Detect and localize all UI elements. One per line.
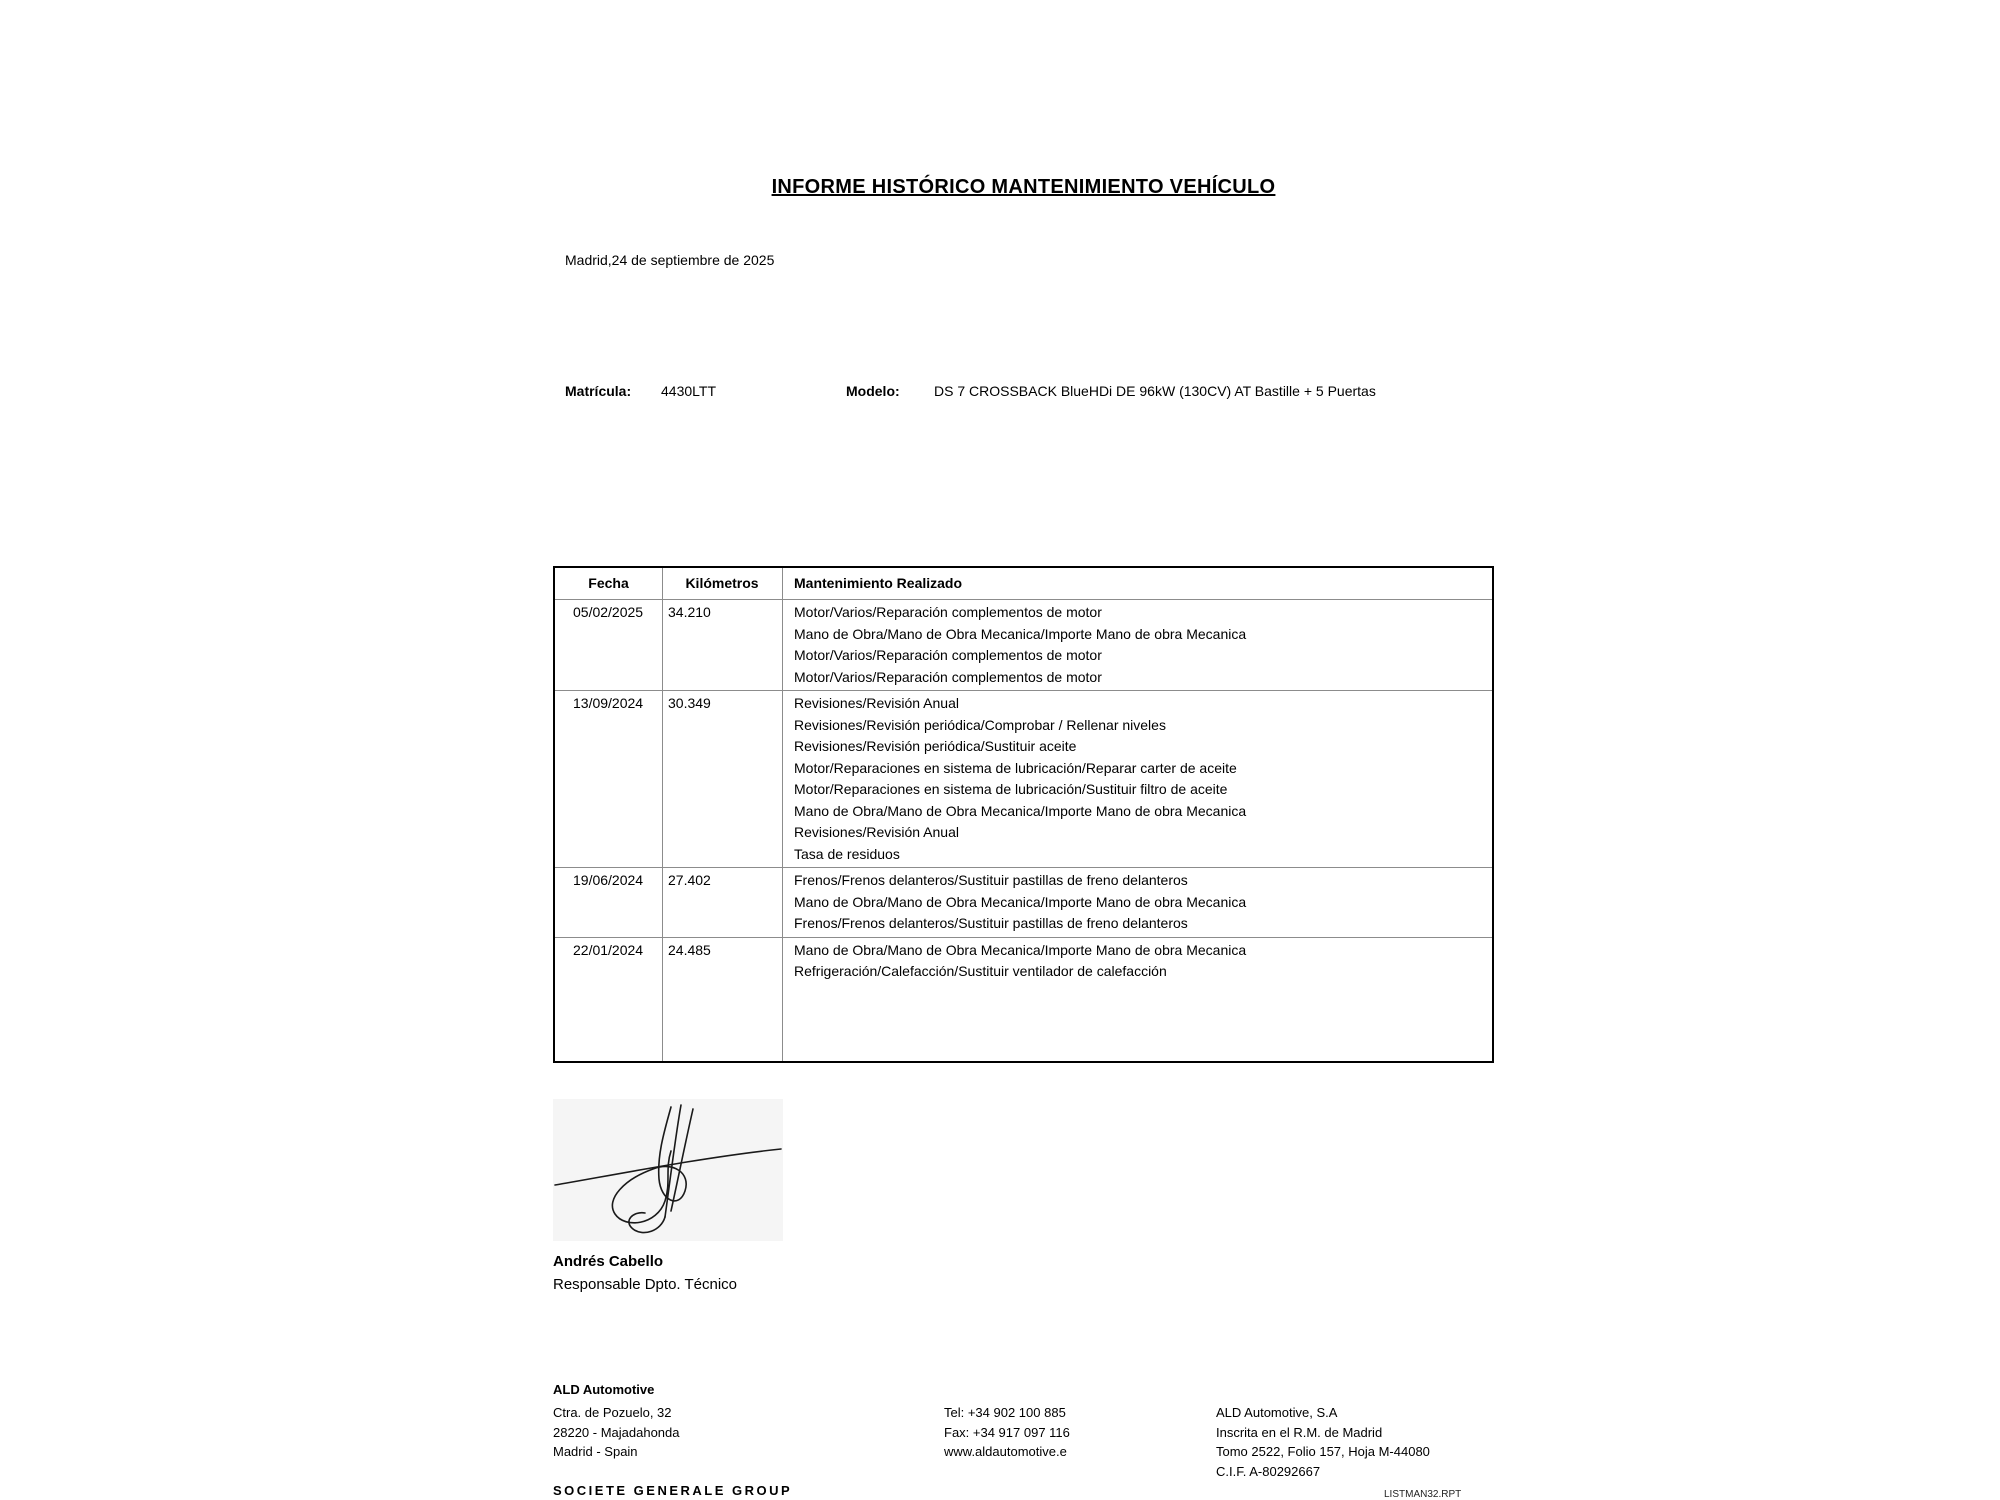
maintenance-item: Motor/Reparaciones en sistema de lubricación/Reparar carter de aceite [794, 759, 1237, 776]
maintenance-item: Motor/Varios/Reparación complementos de motor [794, 604, 1102, 620]
footer-legal-line: Tomo 2522, Folio 157, Hoja M-44080 [1216, 1444, 1430, 1459]
table-row [555, 868, 1492, 938]
signer-role: Responsable Dpto. Técnico [553, 1276, 737, 1293]
row-fecha: 19/06/2024 [573, 872, 644, 888]
modelo-value: DS 7 CROSSBACK BlueHDi DE 96kW (130CV) AT Bastille + 5 Puertas [934, 383, 1376, 399]
maintenance-item: Motor/Varios/Reparación complementos de motor [794, 668, 1102, 685]
row-kilometros: 30.349 [668, 695, 711, 711]
header-fecha: Fecha [588, 575, 629, 591]
maintenance-rows [555, 600, 1492, 985]
footer-company-name: ALD Automotive [553, 1382, 655, 1397]
footer-phone: Tel: +34 902 100 885 [944, 1405, 1066, 1420]
footer-address-line: 28220 - Majadahonda [553, 1424, 680, 1440]
signature-image [553, 1099, 783, 1241]
footer-website: www.aldautomotive.e [944, 1444, 1067, 1459]
maintenance-item: Mano de Obra/Mano de Obra Mecanica/Importe Mano de obra Mecanica [794, 625, 1247, 642]
maintenance-item: Tasa de residuos [794, 845, 900, 862]
date-line: Madrid,24 de septiembre de 2025 [565, 252, 775, 268]
maintenance-table [553, 566, 1494, 1063]
row-maintenance-items [782, 600, 1492, 690]
signature-scribble [553, 1099, 783, 1241]
row-maintenance-items [782, 938, 1492, 985]
table-row [555, 691, 1492, 868]
maintenance-item: Revisiones/Revisión periódica/Comprobar / Rellenar niveles [794, 716, 1166, 733]
table-row [555, 600, 1492, 691]
row-fecha: 05/02/2025 [573, 604, 644, 620]
maintenance-item: Motor/Reparaciones en sistema de lubricación/Sustituir filtro de aceite [794, 781, 1228, 797]
footer-address-line: Ctra. de Pozuelo, 32 [553, 1405, 672, 1420]
row-maintenance-items [782, 691, 1492, 867]
maintenance-item: Mano de Obra/Mano de Obra Mecanica/Importe Mano de obra Mecanica [794, 802, 1247, 819]
maintenance-item: Frenos/Frenos delanteros/Sustituir pastillas de freno delanteros [794, 915, 1188, 931]
maintenance-item: Mano de Obra/Mano de Obra Mecanica/Importe Mano de obra Mecanica [794, 893, 1247, 910]
maintenance-item: Revisiones/Revisión Anual [794, 695, 959, 711]
column-divider [662, 568, 663, 1061]
row-maintenance-items [782, 868, 1492, 937]
row-kilometros: 27.402 [668, 872, 711, 888]
footer-address-block [553, 1403, 680, 1462]
maintenance-item: Revisiones/Revisión periódica/Sustituir aceite [794, 738, 1077, 754]
maintenance-item: Frenos/Frenos delanteros/Sustituir pastillas de freno delanteros [794, 872, 1188, 888]
modelo-label: Modelo: [846, 383, 900, 399]
vehicle-info [565, 383, 1505, 403]
footer-contact-block [944, 1403, 1070, 1462]
maintenance-item: Refrigeración/Calefacción/Sustituir ventilador de calefacción [794, 963, 1167, 979]
footer-legal-line: Inscrita en el R.M. de Madrid [1216, 1424, 1383, 1440]
matricula-value: 4430LTT [661, 383, 716, 399]
group-logo-text: SOCIETE GENERALE GROUP [553, 1483, 793, 1498]
footer-fax: Fax: +34 917 097 116 [944, 1424, 1070, 1440]
row-kilometros: 34.210 [668, 604, 711, 620]
footer-legal-line: ALD Automotive, S.A [1216, 1405, 1338, 1420]
footer-address-line: Madrid - Spain [553, 1444, 638, 1459]
report-filename: LISTMAN32.RPT [1384, 1489, 1462, 1500]
maintenance-item: Mano de Obra/Mano de Obra Mecanica/Importe Mano de obra Mecanica [794, 941, 1247, 958]
signer-name: Andrés Cabello [553, 1253, 664, 1270]
footer-legal-line: C.I.F. A-80292667 [1216, 1463, 1321, 1479]
matricula-label: Matrícula: [565, 383, 632, 399]
header-mantenimiento: Mantenimiento Realizado [794, 575, 963, 591]
footer-legal-block [1216, 1403, 1430, 1481]
column-divider [782, 568, 783, 1061]
maintenance-item: Revisiones/Revisión Anual [794, 824, 959, 840]
row-fecha: 13/09/2024 [573, 695, 644, 711]
page-title: INFORME HISTÓRICO MANTENIMIENTO VEHÍCULO [771, 176, 1276, 198]
header-kilometros: Kilómetros [685, 575, 759, 591]
maintenance-item: Motor/Varios/Reparación complementos de motor [794, 647, 1102, 663]
row-kilometros: 24.485 [668, 941, 711, 958]
table-header-row [555, 568, 1492, 600]
row-fecha: 22/01/2024 [573, 941, 644, 958]
table-row [555, 938, 1492, 985]
